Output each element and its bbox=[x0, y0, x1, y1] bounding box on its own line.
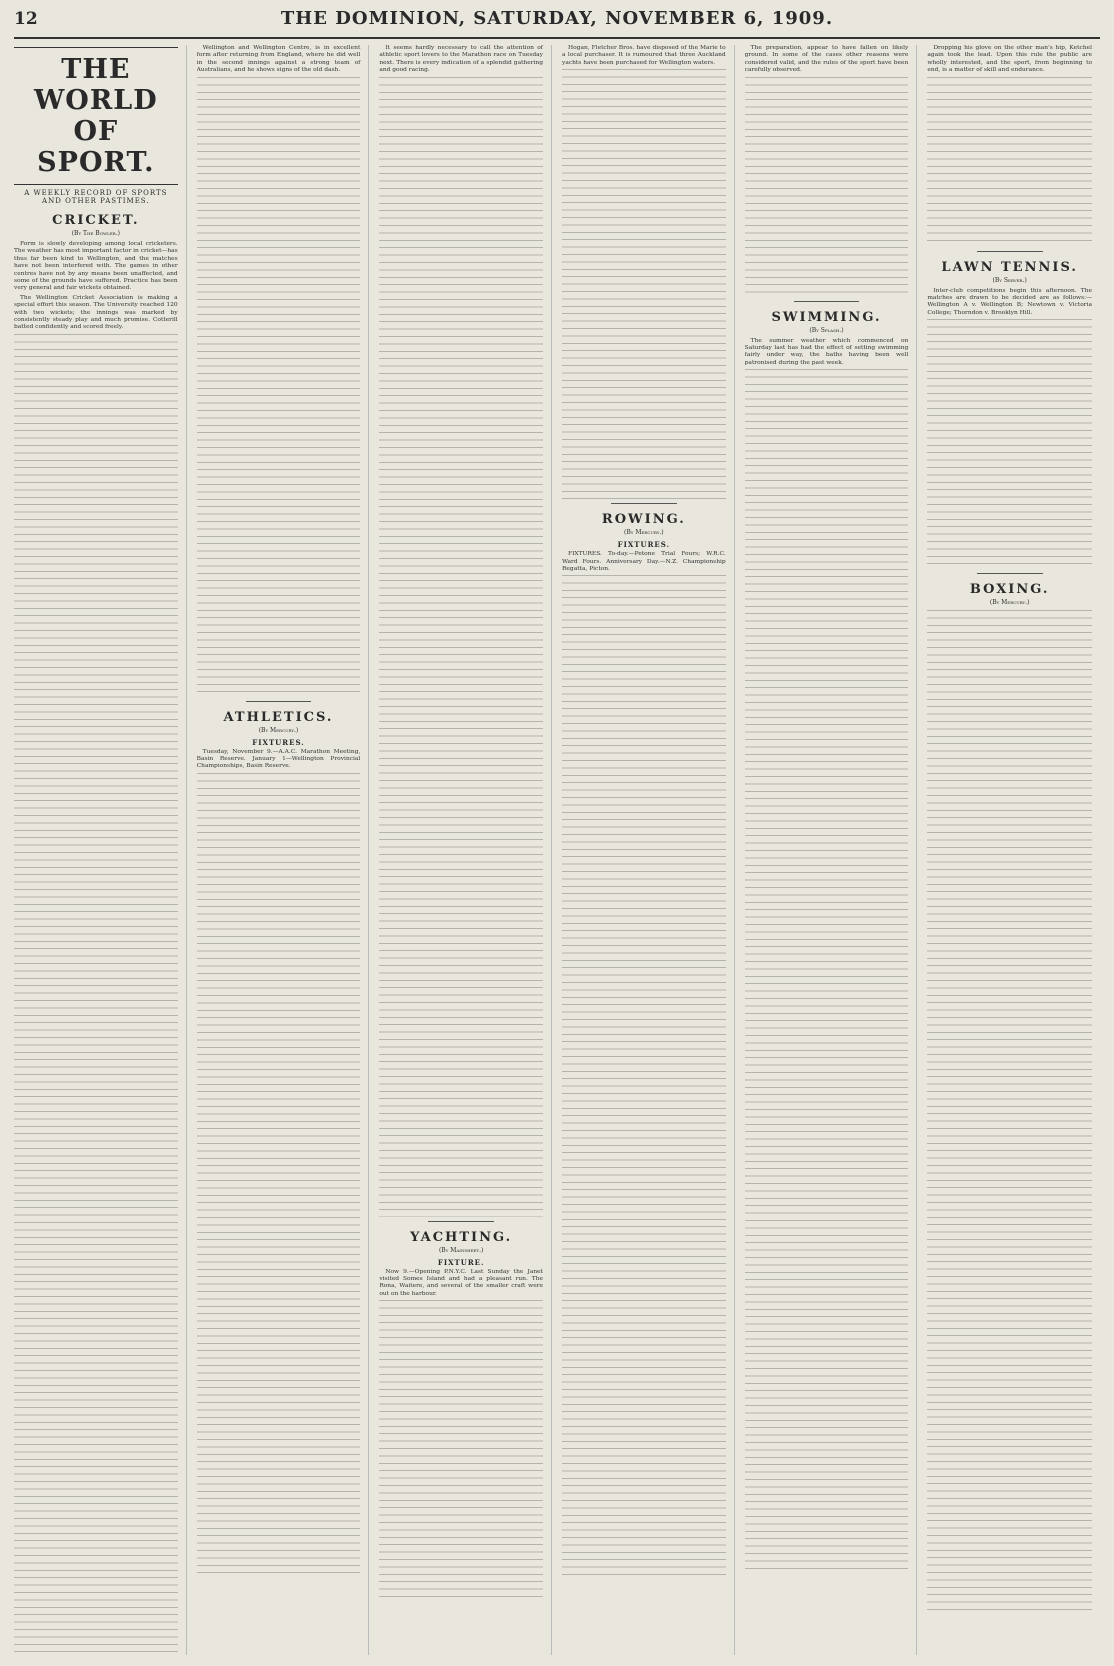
text-body bbox=[197, 773, 361, 1573]
lawn-tennis-paragraph: Inter-club competitions begin this afternoon. The matches are drawn to be decided are as follows:—Wellington A v. Wellington B; Newtown v. Victoria College; Thorndon v. Brooklyn Hill. bbox=[927, 287, 1092, 316]
column-5 bbox=[745, 45, 918, 1655]
athletics-byline: (By Mercury.) bbox=[258, 726, 299, 734]
text-body bbox=[745, 77, 909, 297]
text-body bbox=[745, 369, 909, 1569]
swimming-byline: (By Splash.) bbox=[809, 326, 844, 334]
yachting-paragraph: Hogan, Fletcher Bros. have disposed of the Marie to a local purchaser. It is rumoured that three Auckland yachts have been purchased for Wellington waters. bbox=[562, 45, 726, 66]
column-4 bbox=[562, 45, 735, 1655]
athletics-fixtures: FIXTURES. bbox=[252, 737, 305, 747]
text-body bbox=[14, 334, 178, 1655]
rowing-heading: ROWING. bbox=[601, 512, 686, 528]
text-body bbox=[927, 77, 1092, 247]
athletics-paragraph: Tuesday, November 9.—A.A.C. Marathon Meeting, Basin Reserve. January 1—Wellington Provincial Championships, Basin Reserve. bbox=[196, 748, 361, 770]
masthead bbox=[14, 8, 1100, 39]
rowing-fixtures: FIXTURES. bbox=[617, 540, 671, 550]
section-title: THE WORLD OF SPORT. bbox=[14, 47, 178, 185]
section-subtitle: A WEEKLY RECORD OF SPORTS AND OTHER PASTIMES. bbox=[24, 189, 168, 205]
athletics-heading: ATHLETICS. bbox=[223, 709, 334, 725]
swimming-heading: SWIMMING. bbox=[771, 309, 882, 325]
cricket-byline: (By The Bowler.) bbox=[71, 230, 120, 237]
swimming-paragraph: The summer weather which commenced on Saturday last has had the effect of setting swimming fairly under way, the baths having been well patronised during the past week. bbox=[744, 337, 909, 366]
boxing-heading: BOXING. bbox=[969, 582, 1050, 598]
lawn-tennis-heading: LAWN TENNIS. bbox=[941, 259, 1078, 275]
athletics-paragraph: It seems hardly necessary to call the attention of athletic sport lovers to the Marathon race on Tuesday next. There is every indication of a splendid gathering and good racing. bbox=[379, 45, 543, 74]
column-3 bbox=[379, 45, 552, 1655]
yachting-byline: (By Mainsheet.) bbox=[438, 1246, 484, 1254]
boxing-paragraph: Dropping his glove on the other man's hip, Ketchel again took the lead. Upon this rule the public are wholly interested, and the sport, from beginning to end, is a matter of skill and endurance. bbox=[927, 45, 1092, 74]
yachting-heading: YACHTING. bbox=[410, 1229, 513, 1245]
rowing-paragraph: FIXTURES. To-day.—Petone Trial Fours; W.R.C. Ward Fours. Anniversary Day.—N.Z. Championship Regatta, Picton. bbox=[562, 551, 726, 573]
column-6 bbox=[927, 45, 1100, 1655]
text-body bbox=[562, 575, 726, 1575]
text-body bbox=[379, 1300, 543, 1600]
text-body bbox=[197, 77, 361, 697]
text-body bbox=[927, 610, 1092, 1610]
rowing-byline: (By Mercury.) bbox=[624, 529, 664, 537]
masthead-title: THE DOMINION, SATURDAY, NOVEMBER 6, 1909. bbox=[280, 8, 834, 29]
boxing-byline: (By Mercury.) bbox=[989, 599, 1030, 607]
cricket-paragraph: The Wellington Cricket Association is making a special effort this season. The University reached 120 with two wickets; the innings was marked by consistently steady play and much promise. Cotterill batted confidently and scored freely. bbox=[14, 294, 178, 331]
cricket-paragraph: Wellington and Wellington Centre, is in excellent form after returning from England, where he did well in the second innings against a strong team of Australians, and he shows signs of the old dash. bbox=[196, 45, 361, 74]
text-body bbox=[379, 77, 543, 1217]
yachting-paragraph: Now 9.—Opening P.N.Y.C. Last Sunday the Janet visited Somes Island and had a pleasant run. The Rona, Waitere, and several of the smaller craft were out on the harbour. bbox=[379, 1268, 543, 1297]
columns bbox=[14, 45, 1100, 1655]
cricket-paragraph: Form is slowly developing among local cricketers. The weather has most important factor in cricket—has thus far been kind to Wellington, and the matches have not been interfered with. The games in other centres have not by any means been unaffected, and some of the grounds have suffered. Practice has been very general and fair wickets obtained. bbox=[14, 241, 178, 292]
cricket-heading: CRICKET. bbox=[52, 213, 140, 228]
text-body bbox=[562, 69, 726, 499]
yachting-fixture: FIXTURE. bbox=[437, 1257, 485, 1267]
page-number: 12 bbox=[14, 9, 38, 29]
column-2 bbox=[197, 45, 370, 1655]
column-1 bbox=[14, 45, 187, 1655]
lawn-tennis-byline: (By Server.) bbox=[992, 276, 1027, 284]
text-body bbox=[927, 319, 1092, 569]
swimming-paragraph: The preparation, appear to have fallen on likely ground. In some of the cases other reasons were considered valid, and the rules of the sport have been carefully observed. bbox=[744, 45, 909, 74]
